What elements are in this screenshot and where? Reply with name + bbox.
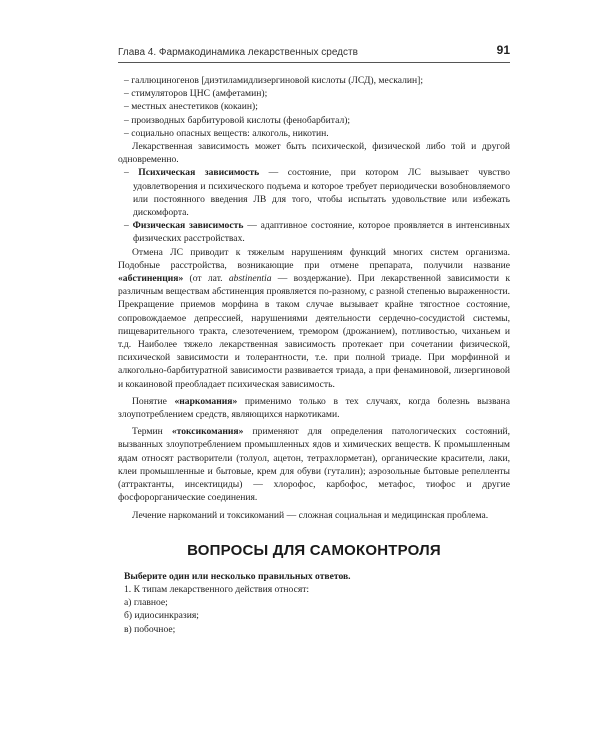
abstinence-text-3: — воздержание). При лекарственной зависимости к различным веществам абстиненция проявляется по-разному, с разной степенью выраженности. Прекращение приемов морфина в таком случае вызывает крайне тягостное состояние, сопровождаемое депрессией, нарушениями деятельности сердечно-сосудистой системы, пищеварительного тракта, слезотечением, тремором (дрожанием), потливостью, чиханьем и т.д. Наиболее тяжело лекарственная зависимость протекает при сочетании физической, психической зависимости и толерантности, т.е. при полной триаде. При морфинной и алкогольно-барбитуратной зависимости развивается триада, а при фенаминовой, лизергиновой и кокаиновой преобладает психическая зависимость. [118,273,510,390]
instruction: Выберите один или несколько правильных ответов. [124,570,351,582]
page-number: 91 [496,43,510,57]
running-header [118,40,510,63]
psychic-dependence-text: — состояние, при котором ЛС вызывает чувство удовлетворения и психического подъема и которое требует периодически возобновляемого или постоянного введения ЛВ для того, чтобы испытать удовольствие или избежать дискомфорта. [133,167,510,219]
physical-dependence-item [118,219,510,245]
narcomania-text-2: применимо только в тех случаях, когда болезнь вызвана злоупотреблением средств, являющихся наркотиками. [118,395,511,421]
answer-option: а) главное; [124,597,168,609]
narcomania-text-1: Понятие [132,395,175,407]
list-item: – местных анестетиков (кокаин); [124,101,258,113]
physical-dependence-term: Физическая зависимость [132,220,244,232]
physical-dependence-text: — адаптивное состояние, которое проявляется в интенсивных физических расстройствах. [133,220,511,245]
chapter-title: Глава 4. Фармакодинамика лекарственных средств [118,47,358,58]
abstinence-paragraph [118,246,510,391]
list-item: – социально опасных веществ: алкоголь, никотин. [124,127,329,139]
dash: – [124,167,139,179]
toxicomania-text-1: Термин [132,426,172,438]
question: 1. К типам лекарственного действия относят: [124,583,310,595]
toxicomania-term: «токсикомания» [171,426,244,438]
abstinence-text-1: Отмена ЛС приводит к тяжелым нарушениям функций многих систем организма. Подобные расстройства, возникающие при отмене препарата, получили название [118,246,510,271]
psychic-dependence-item [118,166,510,219]
answer-option: б) идиосинкразия; [124,610,199,622]
abstinence-latin: abstinentia [228,273,272,285]
list-item: – стимуляторов ЦНС (амфетамин); [124,88,268,100]
list-item: – производных барбитуровой кислоты (фенобарбитал); [124,114,351,126]
dependence-intro: Лекарственная зависимость может быть психической, физической либо той и другой одновременно. [118,141,510,166]
page-content [118,74,510,636]
toxicomania-paragraph [118,425,510,504]
psychic-dependence-term: Психическая зависимость [138,167,260,179]
abstinence-term: «абстиненция» [118,273,184,285]
substance-list [118,74,510,140]
narcomania-term: «наркомания» [174,395,238,407]
toxicomania-text-2: применяют для определения патологических состояний, вызванных злоупотреблением промышленных ядов и химических веществ. К промышленным ядам относят растворители (толуол, ацетон, тетрахлорметан), органические красители, лаки, клеи промышленные и бытовые, крем для обуви (гуталин); аэрозольные бытовые репелленты (аттрактанты, инсектициды) — хлорофос, карбофос, метафос, тиофос и другие фосфорорганические соединения. [118,426,510,504]
narcomania-paragraph [118,395,510,421]
dash: – [124,220,133,232]
treatment-paragraph: Лечение наркоманий и токсикоманий — сложная социальная и медицинская проблема. [132,509,489,521]
section-title: ВОПРОСЫ ДЛЯ САМОКОНТРОЛЯ [187,541,441,559]
list-item: – галлюциногенов [диэтиламидлизергиновой кислоты (ЛСД), мескалин]; [124,75,423,86]
answer-option: в) побочное; [124,623,176,635]
abstinence-text-2: (от лат. [183,273,229,285]
